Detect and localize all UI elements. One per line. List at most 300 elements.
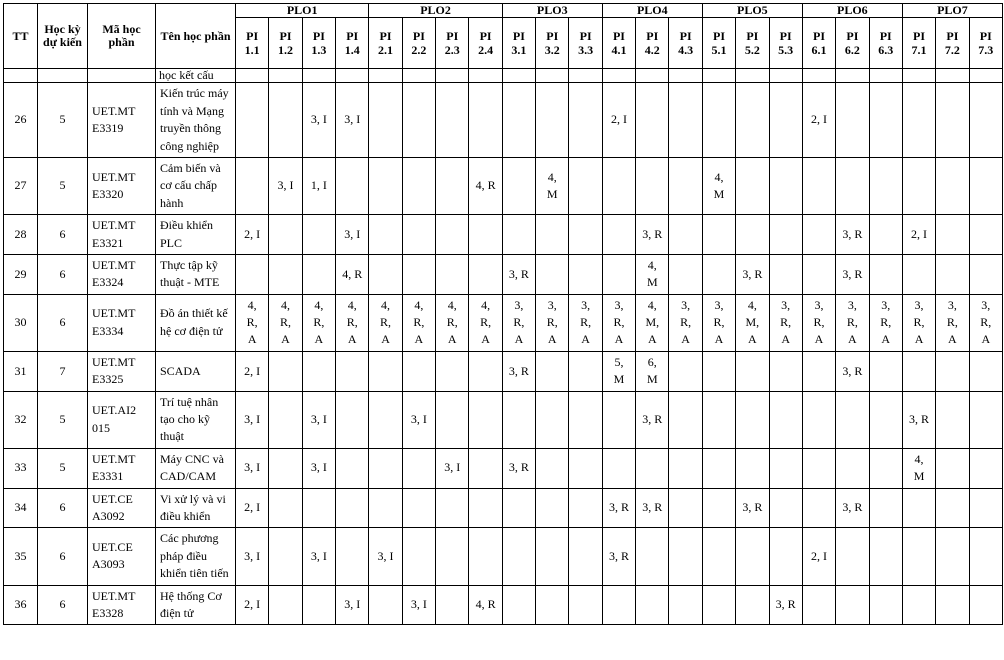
pi-cell (802, 488, 835, 528)
plo-group-header: PLO7 (902, 4, 1002, 18)
pi-cell: 3, R, A (969, 294, 1002, 351)
pi-header: PI 7.1 (902, 18, 935, 69)
course-name-cell: Vi xử lý và vi điều khiển (156, 488, 236, 528)
pi-cell (536, 391, 569, 448)
pi-cell: 3, R, A (902, 294, 935, 351)
pi-header: PI 7.2 (936, 18, 969, 69)
pi-cell: 4, M (702, 157, 735, 214)
pi-cell: 3, R (836, 488, 869, 528)
pi-cell (469, 215, 502, 255)
pi-cell (669, 69, 702, 83)
pi-cell (369, 488, 402, 528)
pi-cell: 3, I (236, 528, 269, 585)
pi-cell (636, 448, 669, 488)
pi-cell (969, 448, 1002, 488)
pi-cell (836, 448, 869, 488)
pi-cell (702, 69, 735, 83)
pi-header: PI 6.2 (836, 18, 869, 69)
pi-cell (302, 351, 335, 391)
semester-cell: 6 (38, 585, 88, 625)
course-code-cell: UET.MT E3325 (88, 351, 156, 391)
pi-cell (736, 585, 769, 625)
pi-cell (336, 488, 369, 528)
pi-header: PI 6.1 (802, 18, 835, 69)
pi-cell (236, 83, 269, 158)
pi-cell: 3, I (302, 83, 335, 158)
pi-cell (469, 391, 502, 448)
pi-cell (869, 488, 902, 528)
pi-cell (936, 391, 969, 448)
pi-header: PI 1.4 (336, 18, 369, 69)
tt-cell: 27 (4, 157, 38, 214)
pi-header: PI 4.1 (602, 18, 635, 69)
pi-cell (669, 83, 702, 158)
pi-cell (569, 528, 602, 585)
pi-cell (436, 215, 469, 255)
tt-cell: 36 (4, 585, 38, 625)
pi-header: PI 2.2 (402, 18, 435, 69)
table-row (4, 254, 1003, 294)
pi-cell (636, 528, 669, 585)
pi-cell (336, 391, 369, 448)
pi-cell: 3, R, A (669, 294, 702, 351)
pi-cell (436, 528, 469, 585)
pi-cell: 2, I (236, 351, 269, 391)
pi-cell: 4, R, A (236, 294, 269, 351)
pi-cell (369, 69, 402, 83)
pi-cell (869, 448, 902, 488)
pi-cell: 5, M (602, 351, 635, 391)
pi-cell (802, 585, 835, 625)
pi-cell (269, 528, 302, 585)
pi-cell (769, 351, 802, 391)
pi-cell (969, 488, 1002, 528)
pi-cell (669, 585, 702, 625)
pi-cell: 4, M (902, 448, 935, 488)
pi-cell: 4, R, A (469, 294, 502, 351)
pi-cell: 3, R, A (836, 294, 869, 351)
pi-cell (602, 215, 635, 255)
pi-cell (902, 83, 935, 158)
pi-cell: 3, I (369, 528, 402, 585)
pi-cell: 2, I (236, 488, 269, 528)
pi-cell (236, 157, 269, 214)
pi-cell (436, 391, 469, 448)
pi-cell (736, 157, 769, 214)
pi-cell (736, 351, 769, 391)
pi-cell: 3, R (836, 254, 869, 294)
semester-cell: 5 (38, 448, 88, 488)
pi-cell (369, 215, 402, 255)
pi-cell (302, 69, 335, 83)
pi-cell (836, 69, 869, 83)
pi-cell (702, 215, 735, 255)
pi-cell (569, 448, 602, 488)
pi-cell (636, 157, 669, 214)
pi-cell: 3, R (636, 391, 669, 448)
pi-cell: 4, R (336, 254, 369, 294)
pi-cell (902, 69, 935, 83)
table-row (4, 215, 1003, 255)
pi-cell: 3, R, A (936, 294, 969, 351)
semester-cell: 6 (38, 215, 88, 255)
pi-cell: 1, I (302, 157, 335, 214)
pi-cell (269, 448, 302, 488)
pi-cell (869, 83, 902, 158)
pi-cell: 3, R (836, 215, 869, 255)
pi-cell (436, 254, 469, 294)
pi-cell: 3, I (236, 448, 269, 488)
pi-cell: 4, M (636, 254, 669, 294)
pi-cell (902, 585, 935, 625)
pi-cell (769, 528, 802, 585)
pi-cell: 3, R, A (869, 294, 902, 351)
pi-cell (569, 488, 602, 528)
pi-cell (669, 488, 702, 528)
pi-cell: 3, R (902, 391, 935, 448)
pi-cell (469, 488, 502, 528)
pi-cell: 3, R (602, 528, 635, 585)
pi-cell (769, 448, 802, 488)
pi-cell: 3, I (302, 391, 335, 448)
pi-cell (669, 351, 702, 391)
pi-cell (569, 83, 602, 158)
pi-cell (402, 448, 435, 488)
pi-cell (802, 391, 835, 448)
pi-cell (869, 254, 902, 294)
pi-cell: 3, I (302, 528, 335, 585)
pi-cell (269, 585, 302, 625)
pi-cell (469, 528, 502, 585)
pi-cell (436, 157, 469, 214)
course-code-cell: UET.CE A3092 (88, 488, 156, 528)
tt-cell: 32 (4, 391, 38, 448)
pi-cell (569, 157, 602, 214)
pi-cell (469, 69, 502, 83)
pi-cell (602, 448, 635, 488)
pi-cell: 4, R, A (336, 294, 369, 351)
pi-cell (536, 83, 569, 158)
table-row (4, 391, 1003, 448)
pi-cell (702, 528, 735, 585)
pi-cell (936, 83, 969, 158)
pi-cell (669, 448, 702, 488)
table-row (4, 69, 1003, 83)
pi-cell (669, 254, 702, 294)
pi-cell (969, 351, 1002, 391)
pi-cell (302, 215, 335, 255)
course-code-cell: UET.MT E3324 (88, 254, 156, 294)
pi-cell (969, 391, 1002, 448)
pi-cell: 6, M (636, 351, 669, 391)
semester-cell: 6 (38, 254, 88, 294)
pi-cell (836, 83, 869, 158)
pi-cell (802, 351, 835, 391)
pi-cell: 3, R, A (602, 294, 635, 351)
plo-mapping-table (3, 3, 1003, 625)
pi-cell (536, 69, 569, 83)
pi-cell (236, 254, 269, 294)
pi-cell (702, 391, 735, 448)
pi-cell: 4, R, A (402, 294, 435, 351)
pi-cell (469, 83, 502, 158)
pi-cell (836, 585, 869, 625)
pi-cell (902, 528, 935, 585)
pi-cell (236, 69, 269, 83)
pi-cell (502, 391, 535, 448)
pi-cell (869, 69, 902, 83)
col-header-name: Tên học phần (156, 4, 236, 69)
plo-group-header: PLO5 (702, 4, 802, 18)
course-name-cell: Điều khiển PLC (156, 215, 236, 255)
pi-cell: 3, R, A (702, 294, 735, 351)
pi-cell (702, 351, 735, 391)
table-row (4, 294, 1003, 351)
pi-cell: 3, I (269, 157, 302, 214)
tt-cell: 35 (4, 528, 38, 585)
pi-cell (769, 215, 802, 255)
semester-cell: 6 (38, 528, 88, 585)
pi-cell (802, 69, 835, 83)
pi-cell: 3, R (502, 448, 535, 488)
pi-cell: 2, I (236, 585, 269, 625)
pi-cell (636, 585, 669, 625)
tt-cell: 31 (4, 351, 38, 391)
pi-cell (902, 351, 935, 391)
pi-cell: 3, I (302, 448, 335, 488)
pi-cell (302, 488, 335, 528)
pi-cell (602, 254, 635, 294)
pi-header: PI 6.3 (869, 18, 902, 69)
pi-cell (369, 585, 402, 625)
pi-cell: 3, R (736, 254, 769, 294)
pi-header: PI 3.2 (536, 18, 569, 69)
pi-cell: 3, I (336, 215, 369, 255)
semester-cell: 6 (38, 294, 88, 351)
plo-group-header: PLO3 (502, 4, 602, 18)
pi-cell: 3, R (602, 488, 635, 528)
pi-cell (269, 69, 302, 83)
pi-cell (569, 351, 602, 391)
pi-header: PI 4.3 (669, 18, 702, 69)
pi-cell (569, 69, 602, 83)
pi-cell: 3, R (736, 488, 769, 528)
pi-cell (836, 391, 869, 448)
pi-header: PI 1.1 (236, 18, 269, 69)
pi-cell (302, 254, 335, 294)
pi-cell (936, 488, 969, 528)
pi-cell (702, 448, 735, 488)
pi-cell (669, 215, 702, 255)
table-row (4, 585, 1003, 625)
pi-cell: 3, R (769, 585, 802, 625)
tt-cell: 26 (4, 83, 38, 158)
pi-cell: 2, I (802, 83, 835, 158)
pi-cell (536, 254, 569, 294)
pi-header: PI 2.3 (436, 18, 469, 69)
pi-cell (969, 254, 1002, 294)
course-code-cell (88, 69, 156, 83)
pi-cell (636, 83, 669, 158)
course-code-cell: UET.MT E3334 (88, 294, 156, 351)
pi-cell: 4, R, A (302, 294, 335, 351)
pi-cell (936, 448, 969, 488)
pi-cell (369, 157, 402, 214)
pi-cell (769, 391, 802, 448)
pi-cell (836, 528, 869, 585)
semester-cell: 7 (38, 351, 88, 391)
col-header-code: Mã học phần (88, 4, 156, 69)
pi-cell (269, 351, 302, 391)
pi-cell: 4, R, A (369, 294, 402, 351)
pi-cell (969, 69, 1002, 83)
header-row-plo (4, 4, 1003, 18)
pi-cell (736, 215, 769, 255)
pi-cell (969, 83, 1002, 158)
pi-cell (436, 83, 469, 158)
pi-cell (502, 83, 535, 158)
pi-cell: 3, I (436, 448, 469, 488)
pi-cell (602, 157, 635, 214)
table-header (4, 4, 1003, 69)
pi-cell (469, 448, 502, 488)
pi-cell (936, 585, 969, 625)
course-name-cell: Trí tuệ nhân tạo cho kỹ thuật (156, 391, 236, 448)
pi-cell (336, 528, 369, 585)
col-header-semester: Học kỳ dự kiến (38, 4, 88, 69)
pi-cell (769, 83, 802, 158)
pi-cell: 3, R (636, 215, 669, 255)
pi-header: PI 3.3 (569, 18, 602, 69)
semester-cell (38, 69, 88, 83)
tt-cell: 28 (4, 215, 38, 255)
course-name-cell: Kiến trúc máy tính và Mạng truyền thông công nghiệp (156, 83, 236, 158)
pi-cell (336, 351, 369, 391)
pi-header: PI 2.4 (469, 18, 502, 69)
pi-cell (569, 215, 602, 255)
semester-cell: 6 (38, 488, 88, 528)
pi-cell: 4, R, A (436, 294, 469, 351)
pi-cell (902, 157, 935, 214)
pi-cell (369, 351, 402, 391)
pi-cell: 3, R (502, 351, 535, 391)
pi-cell (502, 215, 535, 255)
tt-cell: 34 (4, 488, 38, 528)
course-code-cell: UET.MT E3331 (88, 448, 156, 488)
pi-cell (502, 488, 535, 528)
pi-cell (436, 69, 469, 83)
semester-cell: 5 (38, 157, 88, 214)
pi-cell: 3, R, A (769, 294, 802, 351)
pi-cell: 4, R (469, 157, 502, 214)
pi-cell (869, 215, 902, 255)
pi-cell: 4, M (536, 157, 569, 214)
pi-cell (369, 391, 402, 448)
pi-cell (736, 528, 769, 585)
pi-cell (902, 254, 935, 294)
pi-cell (269, 254, 302, 294)
pi-cell (436, 488, 469, 528)
course-name-cell: Các phương pháp điều khiển tiên tiến (156, 528, 236, 585)
pi-cell (502, 585, 535, 625)
pi-header: PI 4.2 (636, 18, 669, 69)
pi-cell (536, 488, 569, 528)
pi-cell (369, 83, 402, 158)
pi-cell (702, 254, 735, 294)
table-row (4, 157, 1003, 214)
tt-cell: 33 (4, 448, 38, 488)
tt-cell: 30 (4, 294, 38, 351)
pi-cell (936, 157, 969, 214)
pi-header: PI 3.1 (502, 18, 535, 69)
pi-cell: 3, I (402, 391, 435, 448)
pi-cell (269, 488, 302, 528)
pi-cell (402, 254, 435, 294)
table-row (4, 83, 1003, 158)
course-code-cell: UET.MT E3321 (88, 215, 156, 255)
pi-cell: 3, I (402, 585, 435, 625)
pi-cell: 3, I (236, 391, 269, 448)
course-name-cell: học kết cấu (156, 69, 236, 83)
pi-cell: 3, R (836, 351, 869, 391)
pi-cell: 4, R, A (269, 294, 302, 351)
course-code-cell: UET.MT E3320 (88, 157, 156, 214)
course-code-cell: UET.MT E3328 (88, 585, 156, 625)
pi-cell: 4, M, A (736, 294, 769, 351)
pi-cell (536, 448, 569, 488)
pi-cell (402, 528, 435, 585)
pi-cell (602, 391, 635, 448)
pi-cell (869, 585, 902, 625)
pi-cell (569, 585, 602, 625)
pi-cell (769, 69, 802, 83)
pi-cell: 3, R, A (536, 294, 569, 351)
pi-cell (769, 488, 802, 528)
pi-cell (936, 351, 969, 391)
pi-cell (869, 157, 902, 214)
course-name-cell: Hệ thống Cơ điện tử (156, 585, 236, 625)
pi-cell (602, 69, 635, 83)
pi-cell (569, 391, 602, 448)
semester-cell: 5 (38, 83, 88, 158)
pi-header: PI 1.2 (269, 18, 302, 69)
pi-cell (302, 585, 335, 625)
pi-cell (436, 351, 469, 391)
pi-cell (669, 391, 702, 448)
pi-header: PI 2.1 (369, 18, 402, 69)
pi-cell: 4, M, A (636, 294, 669, 351)
semester-cell: 5 (38, 391, 88, 448)
pi-cell: 3, R, A (802, 294, 835, 351)
pi-header: PI 5.2 (736, 18, 769, 69)
course-code-cell: UET.MT E3319 (88, 83, 156, 158)
pi-cell (502, 528, 535, 585)
pi-cell (669, 157, 702, 214)
pi-header: PI 7.3 (969, 18, 1002, 69)
pi-cell (536, 585, 569, 625)
pi-cell (969, 157, 1002, 214)
pi-cell (936, 215, 969, 255)
pi-cell (769, 254, 802, 294)
pi-cell (869, 528, 902, 585)
tt-cell (4, 69, 38, 83)
pi-cell: 3, R, A (569, 294, 602, 351)
pi-cell (636, 69, 669, 83)
pi-cell (702, 488, 735, 528)
pi-cell (336, 448, 369, 488)
pi-cell (336, 157, 369, 214)
pi-cell (869, 391, 902, 448)
